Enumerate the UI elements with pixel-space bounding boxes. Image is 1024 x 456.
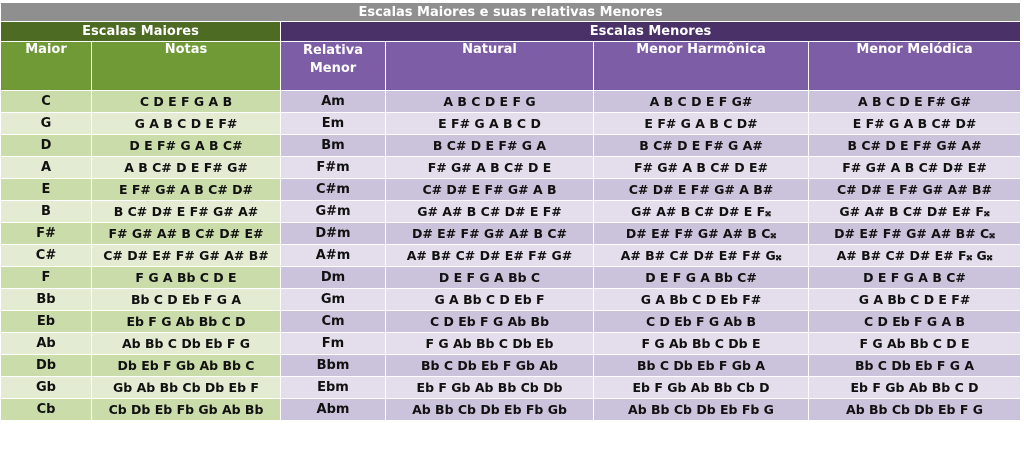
major-notes-cell: Gb Ab Bb Cb Db Eb F bbox=[92, 377, 281, 399]
relative-minor-cell: Ebm bbox=[281, 377, 386, 399]
relative-minor-cell: Gm bbox=[281, 289, 386, 311]
relative-minor-cell: Bbm bbox=[281, 355, 386, 377]
melodic-minor-cell: C# D# E F# G# A# B# bbox=[809, 179, 1021, 201]
natural-minor-cell: C# D# E F# G# A B bbox=[386, 179, 594, 201]
major-scales-group-header: Escalas Maiores bbox=[1, 22, 281, 42]
major-notes-cell: Ab Bb C Db Eb F G bbox=[92, 333, 281, 355]
melodic-minor-cell: G# A# B C# D# E# F𝄪 bbox=[809, 201, 1021, 223]
major-key-cell: Eb bbox=[1, 311, 92, 333]
natural-minor-cell: B C# D E F# G A bbox=[386, 135, 594, 157]
table-row bbox=[1, 289, 1021, 311]
melodic-minor-cell: Eb F Gb Ab Bb C D bbox=[809, 377, 1021, 399]
title-row bbox=[1, 3, 1021, 22]
natural-minor-cell: G# A# B C# D# E F# bbox=[386, 201, 594, 223]
major-key-cell: B bbox=[1, 201, 92, 223]
harmonic-minor-cell: D# E# F# G# A# B C𝄪 bbox=[594, 223, 809, 245]
scales-table bbox=[0, 2, 1021, 421]
major-notes-cell: D E F# G A B C# bbox=[92, 135, 281, 157]
relative-minor-cell: A#m bbox=[281, 245, 386, 267]
harmonic-minor-cell: Ab Bb Cb Db Eb Fb G bbox=[594, 399, 809, 421]
table-row bbox=[1, 157, 1021, 179]
major-notes-cell: F G A Bb C D E bbox=[92, 267, 281, 289]
table-row bbox=[1, 223, 1021, 245]
major-key-cell: F# bbox=[1, 223, 92, 245]
major-notes-cell: B C# D# E F# G# A# bbox=[92, 201, 281, 223]
scale-rows bbox=[1, 91, 1021, 421]
table-row bbox=[1, 179, 1021, 201]
col-header-harmonic: Menor Harmônica bbox=[594, 42, 809, 91]
harmonic-minor-cell: A B C D E F G# bbox=[594, 91, 809, 113]
col-header-major: Maior bbox=[1, 42, 92, 91]
melodic-minor-cell: G A Bb C D E F# bbox=[809, 289, 1021, 311]
relative-minor-cell: Cm bbox=[281, 311, 386, 333]
major-key-cell: A bbox=[1, 157, 92, 179]
melodic-minor-cell: F# G# A B C# D# E# bbox=[809, 157, 1021, 179]
harmonic-minor-cell: C D Eb F G Ab B bbox=[594, 311, 809, 333]
major-notes-cell: G A B C D E F# bbox=[92, 113, 281, 135]
harmonic-minor-cell: Eb F Gb Ab Bb Cb D bbox=[594, 377, 809, 399]
major-notes-cell: Eb F G Ab Bb C D bbox=[92, 311, 281, 333]
major-notes-cell: A B C# D E F# G# bbox=[92, 157, 281, 179]
melodic-minor-cell: D# E# F# G# A# B# C𝄪 bbox=[809, 223, 1021, 245]
relative-minor-cell: Fm bbox=[281, 333, 386, 355]
harmonic-minor-cell: G A Bb C D Eb F# bbox=[594, 289, 809, 311]
major-key-cell: F bbox=[1, 267, 92, 289]
harmonic-minor-cell: A# B# C# D# E# F# G𝄪 bbox=[594, 245, 809, 267]
col-header-melodic: Menor Melódica bbox=[809, 42, 1021, 91]
major-notes-cell: F# G# A# B C# D# E# bbox=[92, 223, 281, 245]
relative-minor-cell: C#m bbox=[281, 179, 386, 201]
table-row bbox=[1, 311, 1021, 333]
relative-minor-cell: G#m bbox=[281, 201, 386, 223]
melodic-minor-cell: A B C D E F# G# bbox=[809, 91, 1021, 113]
melodic-minor-cell: E F# G A B C# D# bbox=[809, 113, 1021, 135]
table-row bbox=[1, 91, 1021, 113]
major-key-cell: Cb bbox=[1, 399, 92, 421]
major-key-cell: Gb bbox=[1, 377, 92, 399]
relative-minor-cell: Abm bbox=[281, 399, 386, 421]
harmonic-minor-cell: E F# G A B C D# bbox=[594, 113, 809, 135]
major-key-cell: Ab bbox=[1, 333, 92, 355]
major-key-cell: G bbox=[1, 113, 92, 135]
major-notes-cell: Db Eb F Gb Ab Bb C bbox=[92, 355, 281, 377]
natural-minor-cell: F G Ab Bb C Db Eb bbox=[386, 333, 594, 355]
col-header-relative-line1: Relativa bbox=[303, 43, 363, 58]
melodic-minor-cell: B C# D E F# G# A# bbox=[809, 135, 1021, 157]
natural-minor-cell: E F# G A B C D bbox=[386, 113, 594, 135]
major-notes-cell: C D E F G A B bbox=[92, 91, 281, 113]
natural-minor-cell: F# G# A B C# D E bbox=[386, 157, 594, 179]
harmonic-minor-cell: F# G# A B C# D E# bbox=[594, 157, 809, 179]
melodic-minor-cell: C D Eb F G A B bbox=[809, 311, 1021, 333]
melodic-minor-cell: F G Ab Bb C D E bbox=[809, 333, 1021, 355]
natural-minor-cell: Eb F Gb Ab Bb Cb Db bbox=[386, 377, 594, 399]
harmonic-minor-cell: B C# D E F# G A# bbox=[594, 135, 809, 157]
natural-minor-cell: D# E# F# G# A# B C# bbox=[386, 223, 594, 245]
harmonic-minor-cell: F G Ab Bb C Db E bbox=[594, 333, 809, 355]
table-row bbox=[1, 245, 1021, 267]
major-notes-cell: Bb C D Eb F G A bbox=[92, 289, 281, 311]
table-row bbox=[1, 201, 1021, 223]
relative-minor-cell: F#m bbox=[281, 157, 386, 179]
natural-minor-cell: Bb C Db Eb F Gb Ab bbox=[386, 355, 594, 377]
harmonic-minor-cell: G# A# B C# D# E F𝄪 bbox=[594, 201, 809, 223]
harmonic-minor-cell: C# D# E F# G# A B# bbox=[594, 179, 809, 201]
major-key-cell: Db bbox=[1, 355, 92, 377]
melodic-minor-cell: A# B# C# D# E# F𝄪 G𝄪 bbox=[809, 245, 1021, 267]
table-row bbox=[1, 355, 1021, 377]
major-key-cell: C# bbox=[1, 245, 92, 267]
relative-minor-cell: Dm bbox=[281, 267, 386, 289]
major-key-cell: E bbox=[1, 179, 92, 201]
table-row bbox=[1, 333, 1021, 355]
melodic-minor-cell: D E F G A B C# bbox=[809, 267, 1021, 289]
table-title: Escalas Maiores e suas relativas Menores bbox=[1, 3, 1021, 22]
natural-minor-cell: A B C D E F G bbox=[386, 91, 594, 113]
major-key-cell: D bbox=[1, 135, 92, 157]
table-row bbox=[1, 377, 1021, 399]
major-key-cell: Bb bbox=[1, 289, 92, 311]
table-row bbox=[1, 113, 1021, 135]
relative-minor-cell: Bm bbox=[281, 135, 386, 157]
major-key-cell: C bbox=[1, 91, 92, 113]
natural-minor-cell: C D Eb F G Ab Bb bbox=[386, 311, 594, 333]
major-notes-cell: C# D# E# F# G# A# B# bbox=[92, 245, 281, 267]
group-header-row bbox=[1, 22, 1021, 42]
col-header-notes: Notas bbox=[92, 42, 281, 91]
melodic-minor-cell: Bb C Db Eb F G A bbox=[809, 355, 1021, 377]
natural-minor-cell: G A Bb C D Eb F bbox=[386, 289, 594, 311]
natural-minor-cell: Ab Bb Cb Db Eb Fb Gb bbox=[386, 399, 594, 421]
major-notes-cell: Cb Db Eb Fb Gb Ab Bb bbox=[92, 399, 281, 421]
column-header-row bbox=[1, 42, 1021, 91]
relative-minor-cell: Em bbox=[281, 113, 386, 135]
relative-minor-cell: Am bbox=[281, 91, 386, 113]
harmonic-minor-cell: Bb C Db Eb F Gb A bbox=[594, 355, 809, 377]
col-header-relative-minor bbox=[281, 42, 386, 91]
minor-scales-group-header: Escalas Menores bbox=[281, 22, 1021, 42]
col-header-natural: Natural bbox=[386, 42, 594, 91]
natural-minor-cell: D E F G A Bb C bbox=[386, 267, 594, 289]
major-notes-cell: E F# G# A B C# D# bbox=[92, 179, 281, 201]
natural-minor-cell: A# B# C# D# E# F# G# bbox=[386, 245, 594, 267]
table-row bbox=[1, 399, 1021, 421]
harmonic-minor-cell: D E F G A Bb C# bbox=[594, 267, 809, 289]
melodic-minor-cell: Ab Bb Cb Db Eb F G bbox=[809, 399, 1021, 421]
col-header-relative-line2: Menor bbox=[309, 60, 357, 76]
relative-minor-cell: D#m bbox=[281, 223, 386, 245]
table-row bbox=[1, 267, 1021, 289]
table-row bbox=[1, 135, 1021, 157]
